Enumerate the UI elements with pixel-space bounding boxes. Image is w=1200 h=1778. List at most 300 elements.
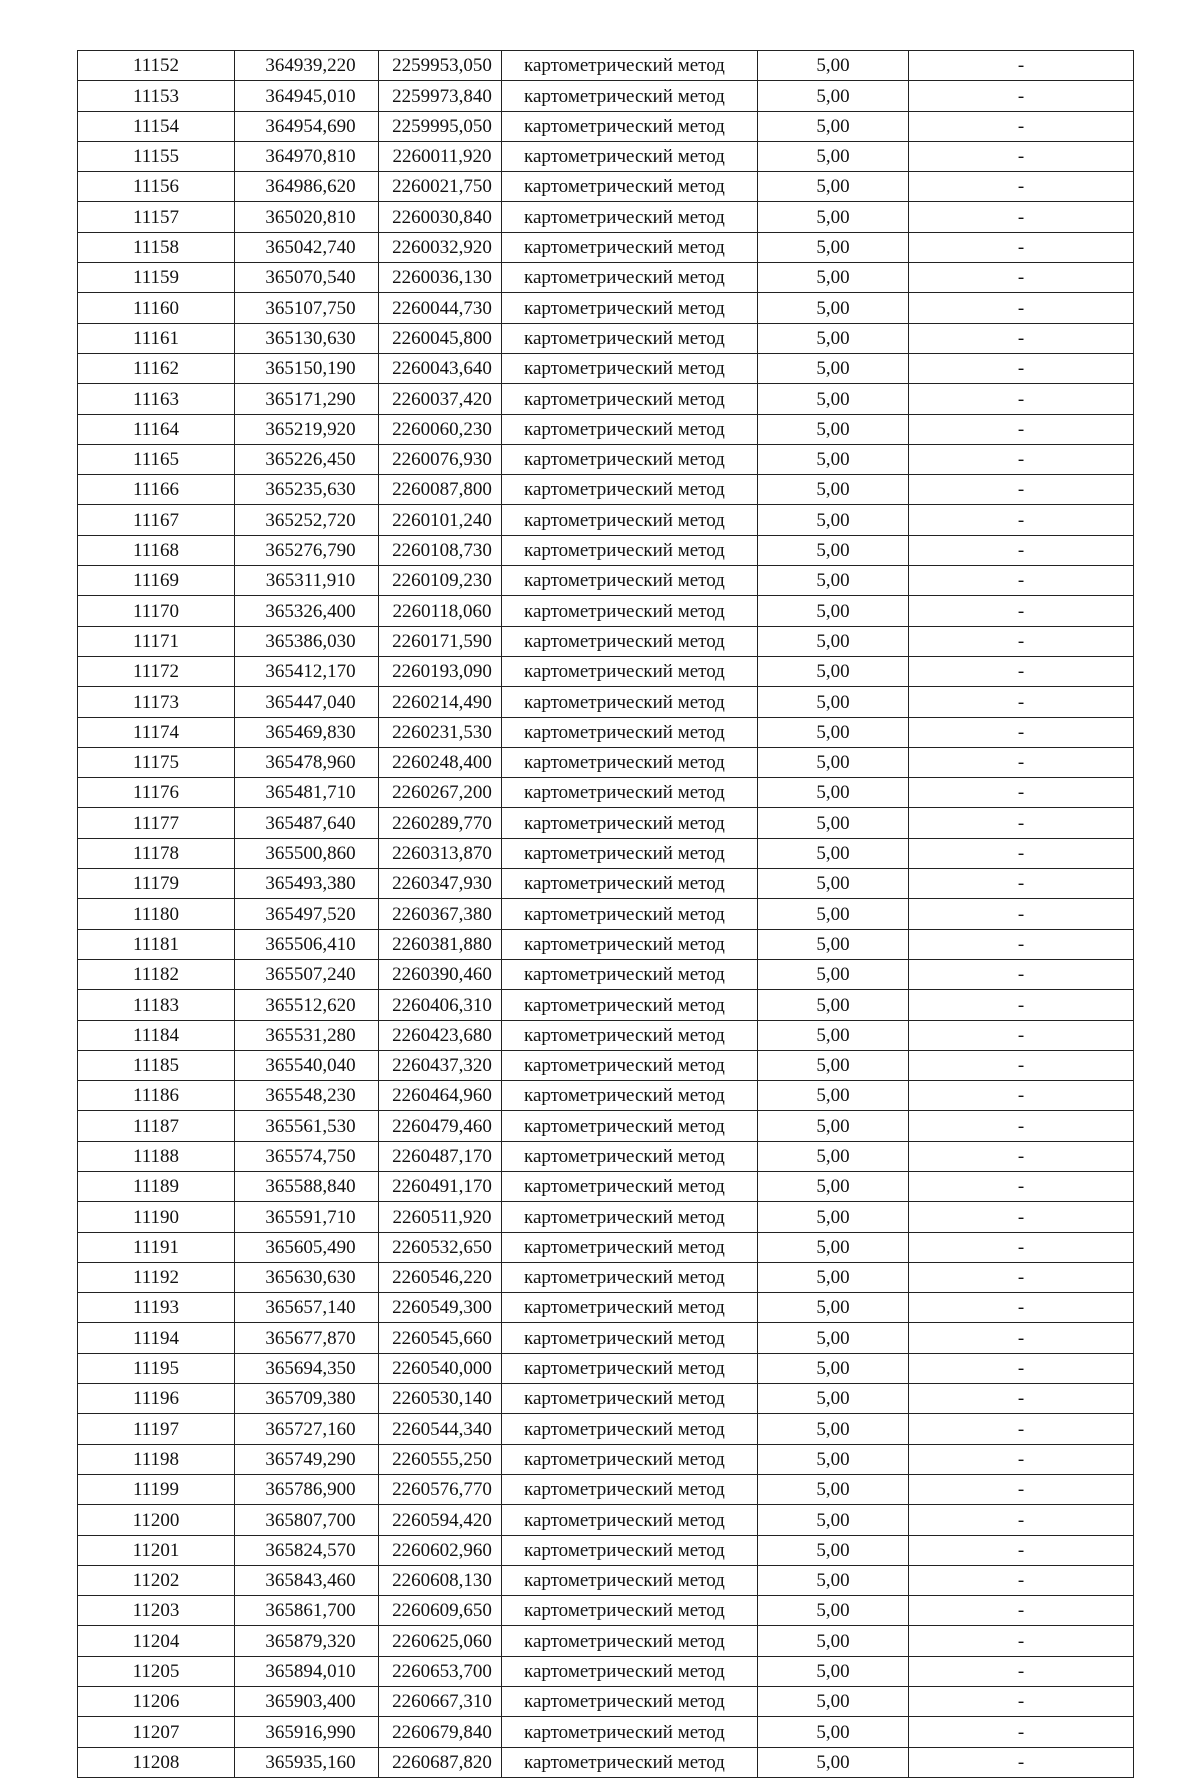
point-number-cell: 11164: [78, 414, 235, 444]
method-cell: картометрический метод: [502, 1384, 758, 1414]
description-cell: -: [909, 1384, 1134, 1414]
method-cell: картометрический метод: [502, 1505, 758, 1535]
accuracy-cell: 5,00: [758, 293, 909, 323]
x-coordinate-cell: 365935,160: [235, 1747, 379, 1777]
point-number-cell: 11158: [78, 232, 235, 262]
y-coordinate-cell: 2260546,220: [379, 1262, 502, 1292]
x-coordinate-cell: 365574,750: [235, 1141, 379, 1171]
y-coordinate-cell: 2260313,870: [379, 838, 502, 868]
point-number-cell: 11174: [78, 717, 235, 747]
table-row: [78, 656, 1134, 686]
accuracy-cell: 5,00: [758, 172, 909, 202]
table-row: [78, 1474, 1134, 1504]
accuracy-cell: 5,00: [758, 323, 909, 353]
x-coordinate-cell: 365749,290: [235, 1444, 379, 1474]
accuracy-cell: 5,00: [758, 1141, 909, 1171]
point-number-cell: 11185: [78, 1050, 235, 1080]
table-row: [78, 1444, 1134, 1474]
description-cell: -: [909, 808, 1134, 838]
description-cell: -: [909, 1111, 1134, 1141]
y-coordinate-cell: 2260347,930: [379, 869, 502, 899]
method-cell: картометрический метод: [502, 1596, 758, 1626]
description-cell: -: [909, 323, 1134, 353]
table-row: [78, 1081, 1134, 1111]
point-number-cell: 11173: [78, 687, 235, 717]
y-coordinate-cell: 2260101,240: [379, 505, 502, 535]
accuracy-cell: 5,00: [758, 959, 909, 989]
y-coordinate-cell: 2260267,200: [379, 778, 502, 808]
method-cell: картометрический метод: [502, 1444, 758, 1474]
method-cell: картометрический метод: [502, 505, 758, 535]
method-cell: картометрический метод: [502, 1535, 758, 1565]
accuracy-cell: 5,00: [758, 1414, 909, 1444]
accuracy-cell: 5,00: [758, 81, 909, 111]
table-row: [78, 535, 1134, 565]
method-cell: картометрический метод: [502, 747, 758, 777]
x-coordinate-cell: 365677,870: [235, 1323, 379, 1353]
accuracy-cell: 5,00: [758, 1474, 909, 1504]
method-cell: картометрический метод: [502, 656, 758, 686]
x-coordinate-cell: 364970,810: [235, 141, 379, 171]
table-row: [78, 1141, 1134, 1171]
y-coordinate-cell: 2260109,230: [379, 566, 502, 596]
method-cell: картометрический метод: [502, 1687, 758, 1717]
table-row: [78, 929, 1134, 959]
description-cell: -: [909, 172, 1134, 202]
y-coordinate-cell: 2260511,920: [379, 1202, 502, 1232]
y-coordinate-cell: 2260036,130: [379, 263, 502, 293]
y-coordinate-cell: 2260060,230: [379, 414, 502, 444]
point-number-cell: 11190: [78, 1202, 235, 1232]
description-cell: -: [909, 202, 1134, 232]
method-cell: картометрический метод: [502, 899, 758, 929]
table-row: [78, 1626, 1134, 1656]
point-number-cell: 11198: [78, 1444, 235, 1474]
point-number-cell: 11179: [78, 869, 235, 899]
x-coordinate-cell: 365540,040: [235, 1050, 379, 1080]
method-cell: картометрический метод: [502, 687, 758, 717]
x-coordinate-cell: 365219,920: [235, 414, 379, 444]
description-cell: -: [909, 1747, 1134, 1777]
method-cell: картометрический метод: [502, 717, 758, 747]
table-row: [78, 202, 1134, 232]
method-cell: картометрический метод: [502, 1081, 758, 1111]
x-coordinate-cell: 365512,620: [235, 990, 379, 1020]
x-coordinate-cell: 365469,830: [235, 717, 379, 747]
point-number-cell: 11206: [78, 1687, 235, 1717]
accuracy-cell: 5,00: [758, 263, 909, 293]
y-coordinate-cell: 2260011,920: [379, 141, 502, 171]
description-cell: -: [909, 232, 1134, 262]
accuracy-cell: 5,00: [758, 717, 909, 747]
description-cell: -: [909, 1414, 1134, 1444]
accuracy-cell: 5,00: [758, 1081, 909, 1111]
description-cell: -: [909, 596, 1134, 626]
method-cell: картометрический метод: [502, 1232, 758, 1262]
description-cell: -: [909, 747, 1134, 777]
y-coordinate-cell: 2260030,840: [379, 202, 502, 232]
accuracy-cell: 5,00: [758, 353, 909, 383]
y-coordinate-cell: 2260248,400: [379, 747, 502, 777]
y-coordinate-cell: 2260653,700: [379, 1656, 502, 1686]
table-row: [78, 1262, 1134, 1292]
point-number-cell: 11199: [78, 1474, 235, 1504]
x-coordinate-cell: 365386,030: [235, 626, 379, 656]
accuracy-cell: 5,00: [758, 475, 909, 505]
table-body: [78, 51, 1134, 1778]
point-number-cell: 11200: [78, 1505, 235, 1535]
coordinates-table: [77, 50, 1134, 1778]
description-cell: -: [909, 626, 1134, 656]
x-coordinate-cell: 365042,740: [235, 232, 379, 262]
method-cell: картометрический метод: [502, 778, 758, 808]
accuracy-cell: 5,00: [758, 1565, 909, 1595]
y-coordinate-cell: 2260044,730: [379, 293, 502, 323]
description-cell: -: [909, 778, 1134, 808]
table-row: [78, 1050, 1134, 1080]
method-cell: картометрический метод: [502, 535, 758, 565]
x-coordinate-cell: 365070,540: [235, 263, 379, 293]
accuracy-cell: 5,00: [758, 1747, 909, 1777]
method-cell: картометрический метод: [502, 172, 758, 202]
description-cell: -: [909, 141, 1134, 171]
x-coordinate-cell: 365531,280: [235, 1020, 379, 1050]
accuracy-cell: 5,00: [758, 1535, 909, 1565]
description-cell: -: [909, 990, 1134, 1020]
description-cell: -: [909, 353, 1134, 383]
table-row: [78, 959, 1134, 989]
x-coordinate-cell: 365506,410: [235, 929, 379, 959]
table-row: [78, 505, 1134, 535]
accuracy-cell: 5,00: [758, 202, 909, 232]
y-coordinate-cell: 2259995,050: [379, 111, 502, 141]
x-coordinate-cell: 364954,690: [235, 111, 379, 141]
x-coordinate-cell: 365171,290: [235, 384, 379, 414]
accuracy-cell: 5,00: [758, 384, 909, 414]
method-cell: картометрический метод: [502, 1262, 758, 1292]
x-coordinate-cell: 365605,490: [235, 1232, 379, 1262]
accuracy-cell: 5,00: [758, 535, 909, 565]
table-row: [78, 626, 1134, 656]
description-cell: -: [909, 869, 1134, 899]
accuracy-cell: 5,00: [758, 1353, 909, 1383]
y-coordinate-cell: 2260087,800: [379, 475, 502, 505]
method-cell: картометрический метод: [502, 808, 758, 838]
description-cell: -: [909, 656, 1134, 686]
x-coordinate-cell: 365903,400: [235, 1687, 379, 1717]
y-coordinate-cell: 2260390,460: [379, 959, 502, 989]
method-cell: картометрический метод: [502, 1626, 758, 1656]
method-cell: картометрический метод: [502, 1565, 758, 1595]
x-coordinate-cell: 365497,520: [235, 899, 379, 929]
description-cell: -: [909, 1202, 1134, 1232]
x-coordinate-cell: 365591,710: [235, 1202, 379, 1232]
accuracy-cell: 5,00: [758, 141, 909, 171]
y-coordinate-cell: 2260289,770: [379, 808, 502, 838]
method-cell: картометрический метод: [502, 232, 758, 262]
table-row: [78, 596, 1134, 626]
x-coordinate-cell: 365861,700: [235, 1596, 379, 1626]
y-coordinate-cell: 2260045,800: [379, 323, 502, 353]
table-row: [78, 384, 1134, 414]
description-cell: -: [909, 81, 1134, 111]
description-cell: -: [909, 1353, 1134, 1383]
point-number-cell: 11166: [78, 475, 235, 505]
description-cell: -: [909, 566, 1134, 596]
x-coordinate-cell: 365786,900: [235, 1474, 379, 1504]
method-cell: картометрический метод: [502, 929, 758, 959]
y-coordinate-cell: 2260491,170: [379, 1171, 502, 1201]
table-row: [78, 51, 1134, 81]
description-cell: -: [909, 1020, 1134, 1050]
point-number-cell: 11162: [78, 353, 235, 383]
accuracy-cell: 5,00: [758, 1384, 909, 1414]
description-cell: -: [909, 1656, 1134, 1686]
table-row: [78, 899, 1134, 929]
x-coordinate-cell: 365478,960: [235, 747, 379, 777]
x-coordinate-cell: 365807,700: [235, 1505, 379, 1535]
x-coordinate-cell: 365727,160: [235, 1414, 379, 1444]
description-cell: -: [909, 959, 1134, 989]
table-row: [78, 1353, 1134, 1383]
point-number-cell: 11184: [78, 1020, 235, 1050]
table-row: [78, 747, 1134, 777]
method-cell: картометрический метод: [502, 1202, 758, 1232]
accuracy-cell: 5,00: [758, 626, 909, 656]
description-cell: -: [909, 414, 1134, 444]
y-coordinate-cell: 2260549,300: [379, 1293, 502, 1323]
table-row: [78, 1747, 1134, 1777]
table-row: [78, 293, 1134, 323]
accuracy-cell: 5,00: [758, 687, 909, 717]
method-cell: картометрический метод: [502, 959, 758, 989]
point-number-cell: 11203: [78, 1596, 235, 1626]
description-cell: -: [909, 1141, 1134, 1171]
accuracy-cell: 5,00: [758, 1202, 909, 1232]
table-row: [78, 414, 1134, 444]
description-cell: -: [909, 899, 1134, 929]
x-coordinate-cell: 365894,010: [235, 1656, 379, 1686]
method-cell: картометрический метод: [502, 293, 758, 323]
point-number-cell: 11159: [78, 263, 235, 293]
method-cell: картометрический метод: [502, 202, 758, 232]
description-cell: -: [909, 1262, 1134, 1292]
method-cell: картометрический метод: [502, 1020, 758, 1050]
accuracy-cell: 5,00: [758, 596, 909, 626]
accuracy-cell: 5,00: [758, 414, 909, 444]
method-cell: картометрический метод: [502, 1474, 758, 1504]
accuracy-cell: 5,00: [758, 838, 909, 868]
y-coordinate-cell: 2260530,140: [379, 1384, 502, 1414]
y-coordinate-cell: 2260532,650: [379, 1232, 502, 1262]
table-row: [78, 1596, 1134, 1626]
method-cell: картометрический метод: [502, 1656, 758, 1686]
description-cell: -: [909, 444, 1134, 474]
y-coordinate-cell: 2260555,250: [379, 1444, 502, 1474]
x-coordinate-cell: 365694,350: [235, 1353, 379, 1383]
table-row: [78, 1020, 1134, 1050]
x-coordinate-cell: 364939,220: [235, 51, 379, 81]
method-cell: картометрический метод: [502, 384, 758, 414]
y-coordinate-cell: 2260479,460: [379, 1111, 502, 1141]
method-cell: картометрический метод: [502, 1293, 758, 1323]
description-cell: -: [909, 1323, 1134, 1353]
y-coordinate-cell: 2260108,730: [379, 535, 502, 565]
description-cell: -: [909, 1717, 1134, 1747]
table-row: [78, 444, 1134, 474]
point-number-cell: 11197: [78, 1414, 235, 1444]
table-row: [78, 1293, 1134, 1323]
method-cell: картометрический метод: [502, 444, 758, 474]
point-number-cell: 11169: [78, 566, 235, 596]
x-coordinate-cell: 365130,630: [235, 323, 379, 353]
y-coordinate-cell: 2260021,750: [379, 172, 502, 202]
table-row: [78, 141, 1134, 171]
description-cell: -: [909, 535, 1134, 565]
point-number-cell: 11161: [78, 323, 235, 353]
table-row: [78, 1414, 1134, 1444]
method-cell: картометрический метод: [502, 353, 758, 383]
x-coordinate-cell: 365235,630: [235, 475, 379, 505]
description-cell: -: [909, 1050, 1134, 1080]
table-row: [78, 990, 1134, 1020]
point-number-cell: 11177: [78, 808, 235, 838]
y-coordinate-cell: 2260231,530: [379, 717, 502, 747]
description-cell: -: [909, 293, 1134, 323]
y-coordinate-cell: 2260118,060: [379, 596, 502, 626]
accuracy-cell: 5,00: [758, 1262, 909, 1292]
x-coordinate-cell: 365500,860: [235, 838, 379, 868]
point-number-cell: 11155: [78, 141, 235, 171]
y-coordinate-cell: 2260043,640: [379, 353, 502, 383]
table-row: [78, 1687, 1134, 1717]
x-coordinate-cell: 365412,170: [235, 656, 379, 686]
accuracy-cell: 5,00: [758, 1293, 909, 1323]
point-number-cell: 11178: [78, 838, 235, 868]
method-cell: картометрический метод: [502, 1141, 758, 1171]
description-cell: -: [909, 1687, 1134, 1717]
point-number-cell: 11172: [78, 656, 235, 686]
point-number-cell: 11160: [78, 293, 235, 323]
table-row: [78, 323, 1134, 353]
table-row: [78, 1565, 1134, 1595]
accuracy-cell: 5,00: [758, 1656, 909, 1686]
accuracy-cell: 5,00: [758, 990, 909, 1020]
y-coordinate-cell: 2260193,090: [379, 656, 502, 686]
table-row: [78, 232, 1134, 262]
table-row: [78, 1232, 1134, 1262]
x-coordinate-cell: 365709,380: [235, 1384, 379, 1414]
method-cell: картометрический метод: [502, 1171, 758, 1201]
table-row: [78, 1171, 1134, 1201]
y-coordinate-cell: 2260540,000: [379, 1353, 502, 1383]
table-row: [78, 687, 1134, 717]
method-cell: картометрический метод: [502, 414, 758, 444]
accuracy-cell: 5,00: [758, 1232, 909, 1262]
table-row: [78, 1111, 1134, 1141]
point-number-cell: 11153: [78, 81, 235, 111]
accuracy-cell: 5,00: [758, 1111, 909, 1141]
method-cell: картометрический метод: [502, 1323, 758, 1353]
method-cell: картометрический метод: [502, 1111, 758, 1141]
point-number-cell: 11207: [78, 1717, 235, 1747]
x-coordinate-cell: 365507,240: [235, 959, 379, 989]
table-row: [78, 838, 1134, 868]
y-coordinate-cell: 2260171,590: [379, 626, 502, 656]
description-cell: -: [909, 1565, 1134, 1595]
method-cell: картометрический метод: [502, 475, 758, 505]
description-cell: -: [909, 1293, 1134, 1323]
description-cell: -: [909, 384, 1134, 414]
point-number-cell: 11194: [78, 1323, 235, 1353]
accuracy-cell: 5,00: [758, 1323, 909, 1353]
description-cell: -: [909, 929, 1134, 959]
point-number-cell: 11208: [78, 1747, 235, 1777]
point-number-cell: 11193: [78, 1293, 235, 1323]
table-row: [78, 263, 1134, 293]
method-cell: картометрический метод: [502, 1747, 758, 1777]
point-number-cell: 11171: [78, 626, 235, 656]
description-cell: -: [909, 1081, 1134, 1111]
description-cell: -: [909, 475, 1134, 505]
x-coordinate-cell: 365311,910: [235, 566, 379, 596]
method-cell: картометрический метод: [502, 111, 758, 141]
method-cell: картометрический метод: [502, 566, 758, 596]
y-coordinate-cell: 2260381,880: [379, 929, 502, 959]
point-number-cell: 11180: [78, 899, 235, 929]
x-coordinate-cell: 364986,620: [235, 172, 379, 202]
x-coordinate-cell: 365481,710: [235, 778, 379, 808]
x-coordinate-cell: 365916,990: [235, 1717, 379, 1747]
x-coordinate-cell: 365657,140: [235, 1293, 379, 1323]
point-number-cell: 11176: [78, 778, 235, 808]
x-coordinate-cell: 365879,320: [235, 1626, 379, 1656]
accuracy-cell: 5,00: [758, 505, 909, 535]
table-row: [78, 1535, 1134, 1565]
point-number-cell: 11187: [78, 1111, 235, 1141]
point-number-cell: 11196: [78, 1384, 235, 1414]
description-cell: -: [909, 111, 1134, 141]
description-cell: -: [909, 1444, 1134, 1474]
method-cell: картометрический метод: [502, 1717, 758, 1747]
method-cell: картометрический метод: [502, 51, 758, 81]
y-coordinate-cell: 2260487,170: [379, 1141, 502, 1171]
table-row: [78, 111, 1134, 141]
table-row: [78, 1202, 1134, 1232]
y-coordinate-cell: 2260602,960: [379, 1535, 502, 1565]
accuracy-cell: 5,00: [758, 1687, 909, 1717]
point-number-cell: 11201: [78, 1535, 235, 1565]
accuracy-cell: 5,00: [758, 656, 909, 686]
method-cell: картометрический метод: [502, 263, 758, 293]
point-number-cell: 11188: [78, 1141, 235, 1171]
accuracy-cell: 5,00: [758, 778, 909, 808]
point-number-cell: 11167: [78, 505, 235, 535]
accuracy-cell: 5,00: [758, 232, 909, 262]
accuracy-cell: 5,00: [758, 747, 909, 777]
y-coordinate-cell: 2260037,420: [379, 384, 502, 414]
table-row: [78, 1505, 1134, 1535]
point-number-cell: 11156: [78, 172, 235, 202]
x-coordinate-cell: 365326,400: [235, 596, 379, 626]
description-cell: -: [909, 1232, 1134, 1262]
y-coordinate-cell: 2260609,650: [379, 1596, 502, 1626]
table-row: [78, 566, 1134, 596]
accuracy-cell: 5,00: [758, 1050, 909, 1080]
accuracy-cell: 5,00: [758, 929, 909, 959]
table-row: [78, 1384, 1134, 1414]
y-coordinate-cell: 2260576,770: [379, 1474, 502, 1504]
